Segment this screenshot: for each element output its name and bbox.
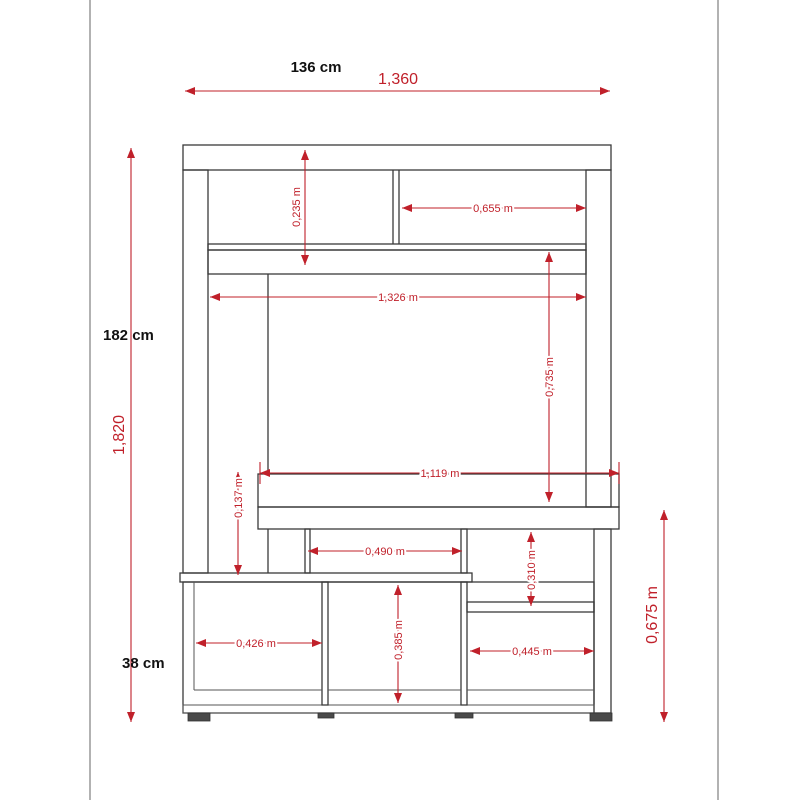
overall-height-arrow-bottom xyxy=(127,712,135,722)
foot-4 xyxy=(590,713,612,721)
tv-shelf-width-arrow-left xyxy=(260,469,270,477)
top-niche-width-arrow-right xyxy=(576,204,586,212)
left-side-post xyxy=(183,170,208,573)
right-compartment-width-arrow-left xyxy=(470,647,480,655)
overall-width-arrow-left xyxy=(185,87,195,95)
top-niche-height-arrow-top xyxy=(301,150,309,160)
foot-2 xyxy=(318,713,334,718)
tv-panel-height-arrow-top xyxy=(545,252,553,262)
right-niche-height-label: 0,310 m xyxy=(526,550,538,590)
tv-panel-height-arrow-bottom xyxy=(545,492,553,502)
left-compartment-width-label: 0,426 m xyxy=(236,638,276,650)
overall-width-arrow-right xyxy=(600,87,610,95)
right-tower-post xyxy=(594,529,611,713)
overall-height-mm-label: 1,820 xyxy=(111,414,128,456)
base-divider-left xyxy=(322,582,328,705)
base-bottom-board xyxy=(183,705,594,713)
tv-shelf-width-arrow-right xyxy=(609,469,619,477)
right-side-post xyxy=(586,170,611,507)
right-niche-height-arrow-bottom xyxy=(527,596,535,606)
base-top-board xyxy=(180,573,472,582)
right-niche-height-arrow-top xyxy=(527,532,535,542)
base-height-cm-label: 38 cm xyxy=(122,655,165,672)
top-niche-height-arrow-bottom xyxy=(301,255,309,265)
base-height-m-label: 0,675 m xyxy=(644,586,661,644)
right-compartment-width-label: 0,445 m xyxy=(512,646,552,658)
base-height-arrow-top xyxy=(660,510,668,520)
top-niche-height-label: 0,235 m xyxy=(291,187,303,227)
overall-width-cm-label: 136 cm xyxy=(290,59,342,76)
foot-1 xyxy=(188,713,210,721)
overall-height-cm-label: 182 cm xyxy=(103,327,154,344)
right-compartment-width-arrow-right xyxy=(584,647,594,655)
overall-width-mm-label: 1,360 xyxy=(377,71,419,88)
center-compartment-height-label: 0,385 m xyxy=(393,620,405,660)
inner-width-arrow-right xyxy=(576,293,586,301)
inner-width-arrow-left xyxy=(210,293,220,301)
left-compartment-width-arrow-right xyxy=(312,639,322,647)
left-compartment-width-arrow-left xyxy=(196,639,206,647)
top-board xyxy=(183,145,611,170)
tv-shelf-width-label: 1,119 m xyxy=(420,468,460,480)
top-niche-shelf xyxy=(208,244,586,250)
top-niche-width-arrow-left xyxy=(402,204,412,212)
top-niche-width-label: 0,655 m xyxy=(473,203,513,215)
side-gap-height-label: 0,137 m xyxy=(233,478,245,518)
base-divider-right xyxy=(461,582,467,705)
middle-opening-width-label: 0,490 m xyxy=(365,546,405,558)
header-board xyxy=(208,250,586,274)
foot-3 xyxy=(455,713,473,718)
base-height-arrow-bottom xyxy=(660,712,668,722)
inner-width-label: 1,326 m xyxy=(378,292,418,304)
center-compartment-height-arrow-bottom xyxy=(394,693,402,703)
tv-shelf-board xyxy=(258,507,619,529)
center-compartment-height-arrow-top xyxy=(394,585,402,595)
tv-panel-height-label: 0,735 m xyxy=(544,357,556,397)
labels xyxy=(103,59,661,672)
overall-height-arrow-top xyxy=(127,148,135,158)
